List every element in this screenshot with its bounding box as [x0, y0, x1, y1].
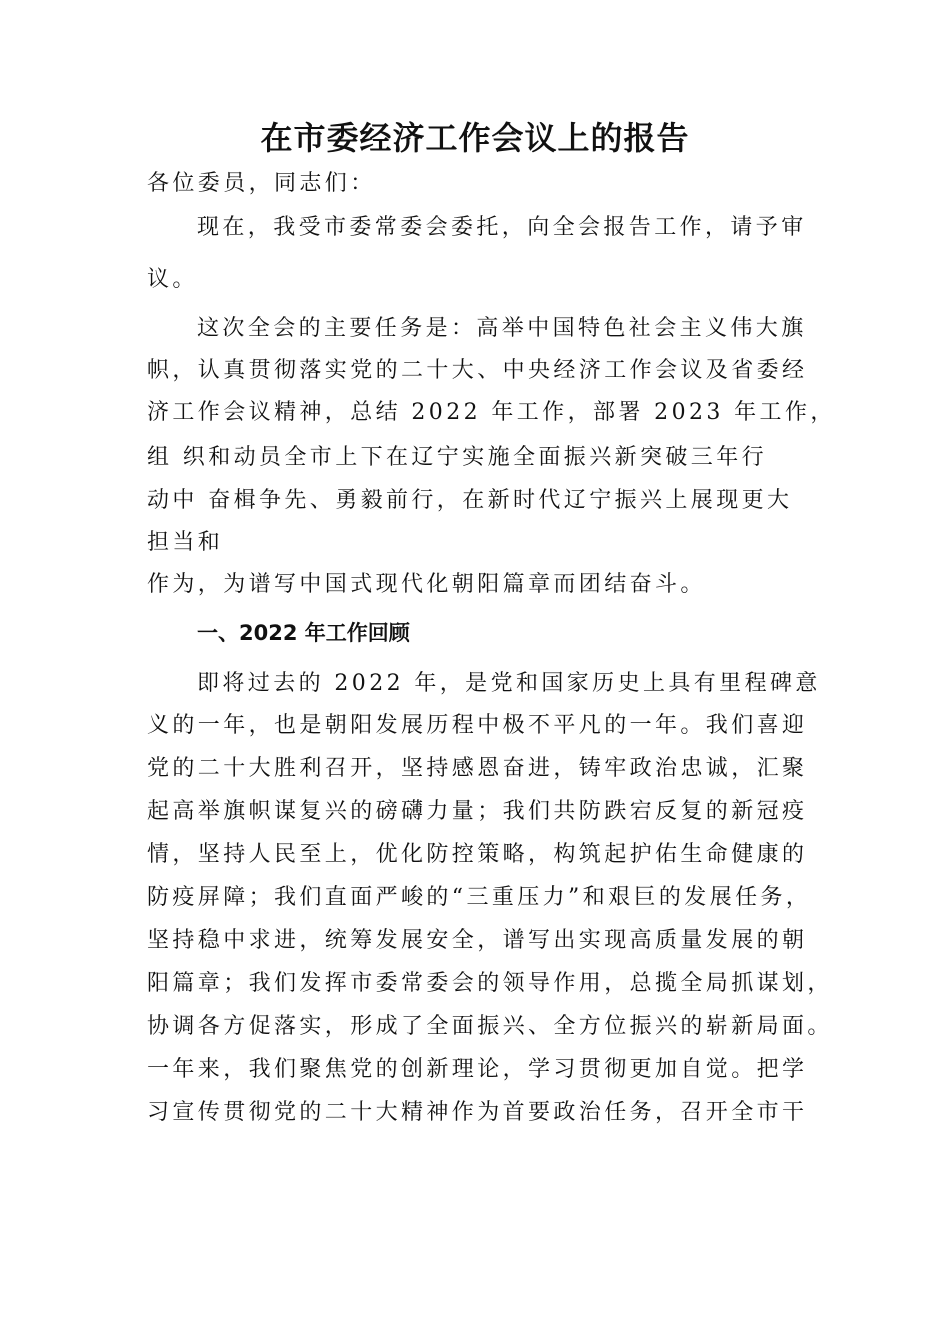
paragraph-line: 党的二十大胜利召开，坚持感恩奋进，铸牢政治忠诚，汇聚 — [147, 756, 808, 781]
paragraph-line: 组 织和动员全市上下在辽宁实施全面振兴新突破三年行 — [147, 445, 767, 470]
paragraph-line: 情，坚持人民至上，优化防控策略，构筑起护佑生命健康的 — [147, 842, 808, 867]
paragraph-line: 起高举旗帜谋复兴的磅礴力量；我们共防跌宕反复的新冠疫 — [147, 799, 808, 824]
paragraph-line: 一年来，我们聚焦党的创新理论，学习贯彻更加自觉。把学 — [147, 1057, 808, 1082]
paragraph-line: 现在，我受市委常委会委托，向全会报告工作，请予审 — [197, 215, 807, 240]
paragraph-line: 议。 — [147, 267, 198, 292]
paragraph-line: 即将过去的 2022 年，是党和国家历史上具有里程碑意 — [197, 671, 821, 696]
paragraph-line: 这次全会的主要任务是：高举中国特色社会主义伟大旗 — [197, 316, 807, 341]
section-heading: 一、2022 年工作回顾 — [197, 621, 410, 645]
paragraph-line: 阳篇章；我们发挥市委常委会的领导作用，总揽全局抓谋划， — [147, 971, 833, 996]
paragraph-line: 坚持稳中求进，统筹发展安全，谱写出实现高质量发展的朝 — [147, 928, 808, 953]
paragraph-line: 帜，认真贯彻落实党的二十大、中央经济工作会议及省委经 — [147, 358, 808, 383]
paragraph-line: 担当和 — [147, 530, 224, 555]
paragraph-line: 作为，为谱写中国式现代化朝阳篇章而团结奋斗。 — [147, 572, 706, 597]
paragraph-line: 动中 奋楫争先、勇毅前行，在新时代辽宁振兴上展现更大 — [147, 488, 793, 513]
paragraph-line: 习宣传贯彻党的二十大精神作为首要政治任务，召开全市干 — [147, 1100, 808, 1125]
paragraph-line: 济工作会议精神，总结 2022 年工作，部署 2023 年工作， — [147, 400, 836, 425]
salutation: 各位委员，同志们： — [147, 171, 376, 196]
paragraph-line: 协调各方促落实，形成了全面振兴、全方位振兴的崭新局面。 — [147, 1014, 833, 1039]
document-title: 在市委经济工作会议上的报告 — [260, 119, 690, 157]
paragraph-line: 义的一年，也是朝阳发展历程中极不平凡的一年。我们喜迎 — [147, 713, 808, 738]
paragraph-line: 防疫屏障；我们直面严峻的“三重压力”和艰巨的发展任务， — [147, 885, 812, 910]
